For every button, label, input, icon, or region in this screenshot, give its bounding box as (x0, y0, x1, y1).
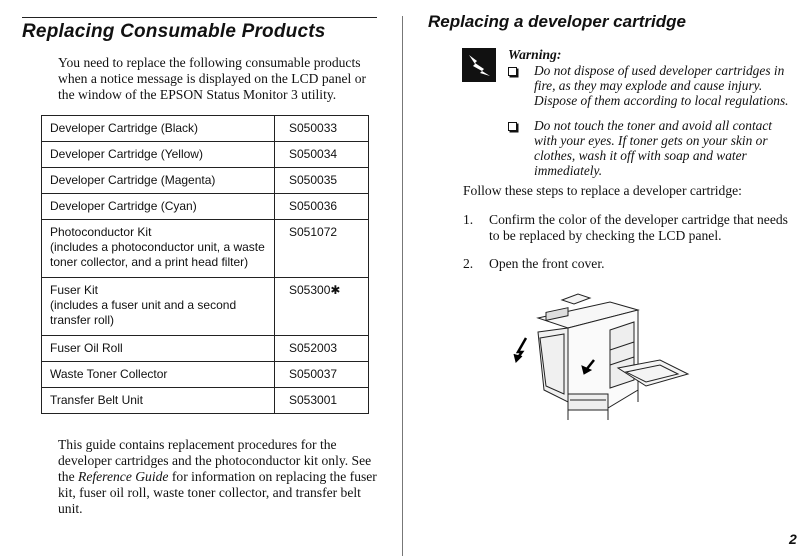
product-code: S050035 (275, 168, 369, 194)
step-text: Open the front cover. (489, 256, 605, 271)
page-number: 2 (789, 531, 797, 547)
product-name: Fuser Oil Roll (42, 336, 275, 362)
product-code: S050033 (275, 116, 369, 142)
outro-paragraph (58, 437, 380, 517)
reference-guide-title: Reference Guide (78, 469, 169, 484)
steps-intro: Follow these steps to replace a developer cartridge: (463, 183, 742, 198)
product-name-cell (42, 220, 275, 278)
table-row (42, 388, 369, 414)
intro-paragraph: You need to replace the following consumable products when a notice message is displayed on the LCD panel or the window of the EPSON Status Monitor 3 utility. (58, 55, 367, 102)
step-text: Confirm the color of the developer cartridge that needs to be replaced by checking the LCD panel. (489, 212, 788, 243)
warning-label: Warning: (508, 47, 562, 62)
table-row (42, 336, 369, 362)
checkbox-bullet-icon (508, 67, 517, 76)
step-number: 1. (463, 212, 474, 227)
warning-text: Do not touch the toner and avoid all contact with your eyes. If toner gets on your skin or clothes, wash it off with soap and water immediately. (534, 118, 773, 178)
step-item (463, 212, 793, 246)
outro-text: This guide contains replacement procedures for the developer cartridges and the photoconductor kit only. See the (58, 437, 372, 484)
subsection-title: Replacing a developer cartridge (428, 12, 686, 31)
table-row (42, 220, 369, 278)
warning-icon (462, 48, 496, 82)
product-name: Developer Cartridge (Black) (42, 116, 275, 142)
product-name: Developer Cartridge (Yellow) (42, 142, 275, 168)
list-item (508, 118, 793, 178)
section-title: Replacing Consumable Products (22, 21, 326, 42)
table-row (42, 194, 369, 220)
printer-illustration (510, 290, 690, 425)
table-row (42, 278, 369, 336)
product-description: (includes a photoconductor unit, a waste toner collector, and a print head filter) (50, 240, 265, 269)
product-name: Fuser Kit (50, 283, 99, 297)
step-item (463, 256, 793, 274)
column-divider (402, 16, 403, 556)
product-code: S050036 (275, 194, 369, 220)
product-name: Developer Cartridge (Cyan) (42, 194, 275, 220)
product-name-cell (42, 278, 275, 336)
product-name: Photoconductor Kit (50, 225, 152, 239)
product-name: Developer Cartridge (Magenta) (42, 168, 275, 194)
outro-text: for information on replacing the fuser kit, fuser oil roll, waste toner collector, and transfer belt unit. (58, 469, 377, 516)
checkbox-bullet-icon (508, 122, 517, 131)
product-code: S052003 (275, 336, 369, 362)
table-row (42, 142, 369, 168)
consumables-table (41, 115, 369, 414)
product-code: S050037 (275, 362, 369, 388)
product-code: S053001 (275, 388, 369, 414)
product-code: S05300✱ (275, 278, 369, 336)
product-description: (includes a fuser unit and a second transfer roll) (50, 298, 237, 327)
product-code: S051072 (275, 220, 369, 278)
product-name: Waste Toner Collector (42, 362, 275, 388)
product-code: S050034 (275, 142, 369, 168)
section-rule (22, 17, 377, 18)
table-row (42, 116, 369, 142)
table-row (42, 362, 369, 388)
step-number: 2. (463, 256, 474, 271)
warning-text: Do not dispose of used developer cartridges in fire, as they may explode and cause injury. Dispose of them according to local regulations. (534, 63, 789, 108)
table-row (42, 168, 369, 194)
product-name: Transfer Belt Unit (42, 388, 275, 414)
list-item (508, 63, 793, 108)
warning-list (508, 63, 793, 188)
